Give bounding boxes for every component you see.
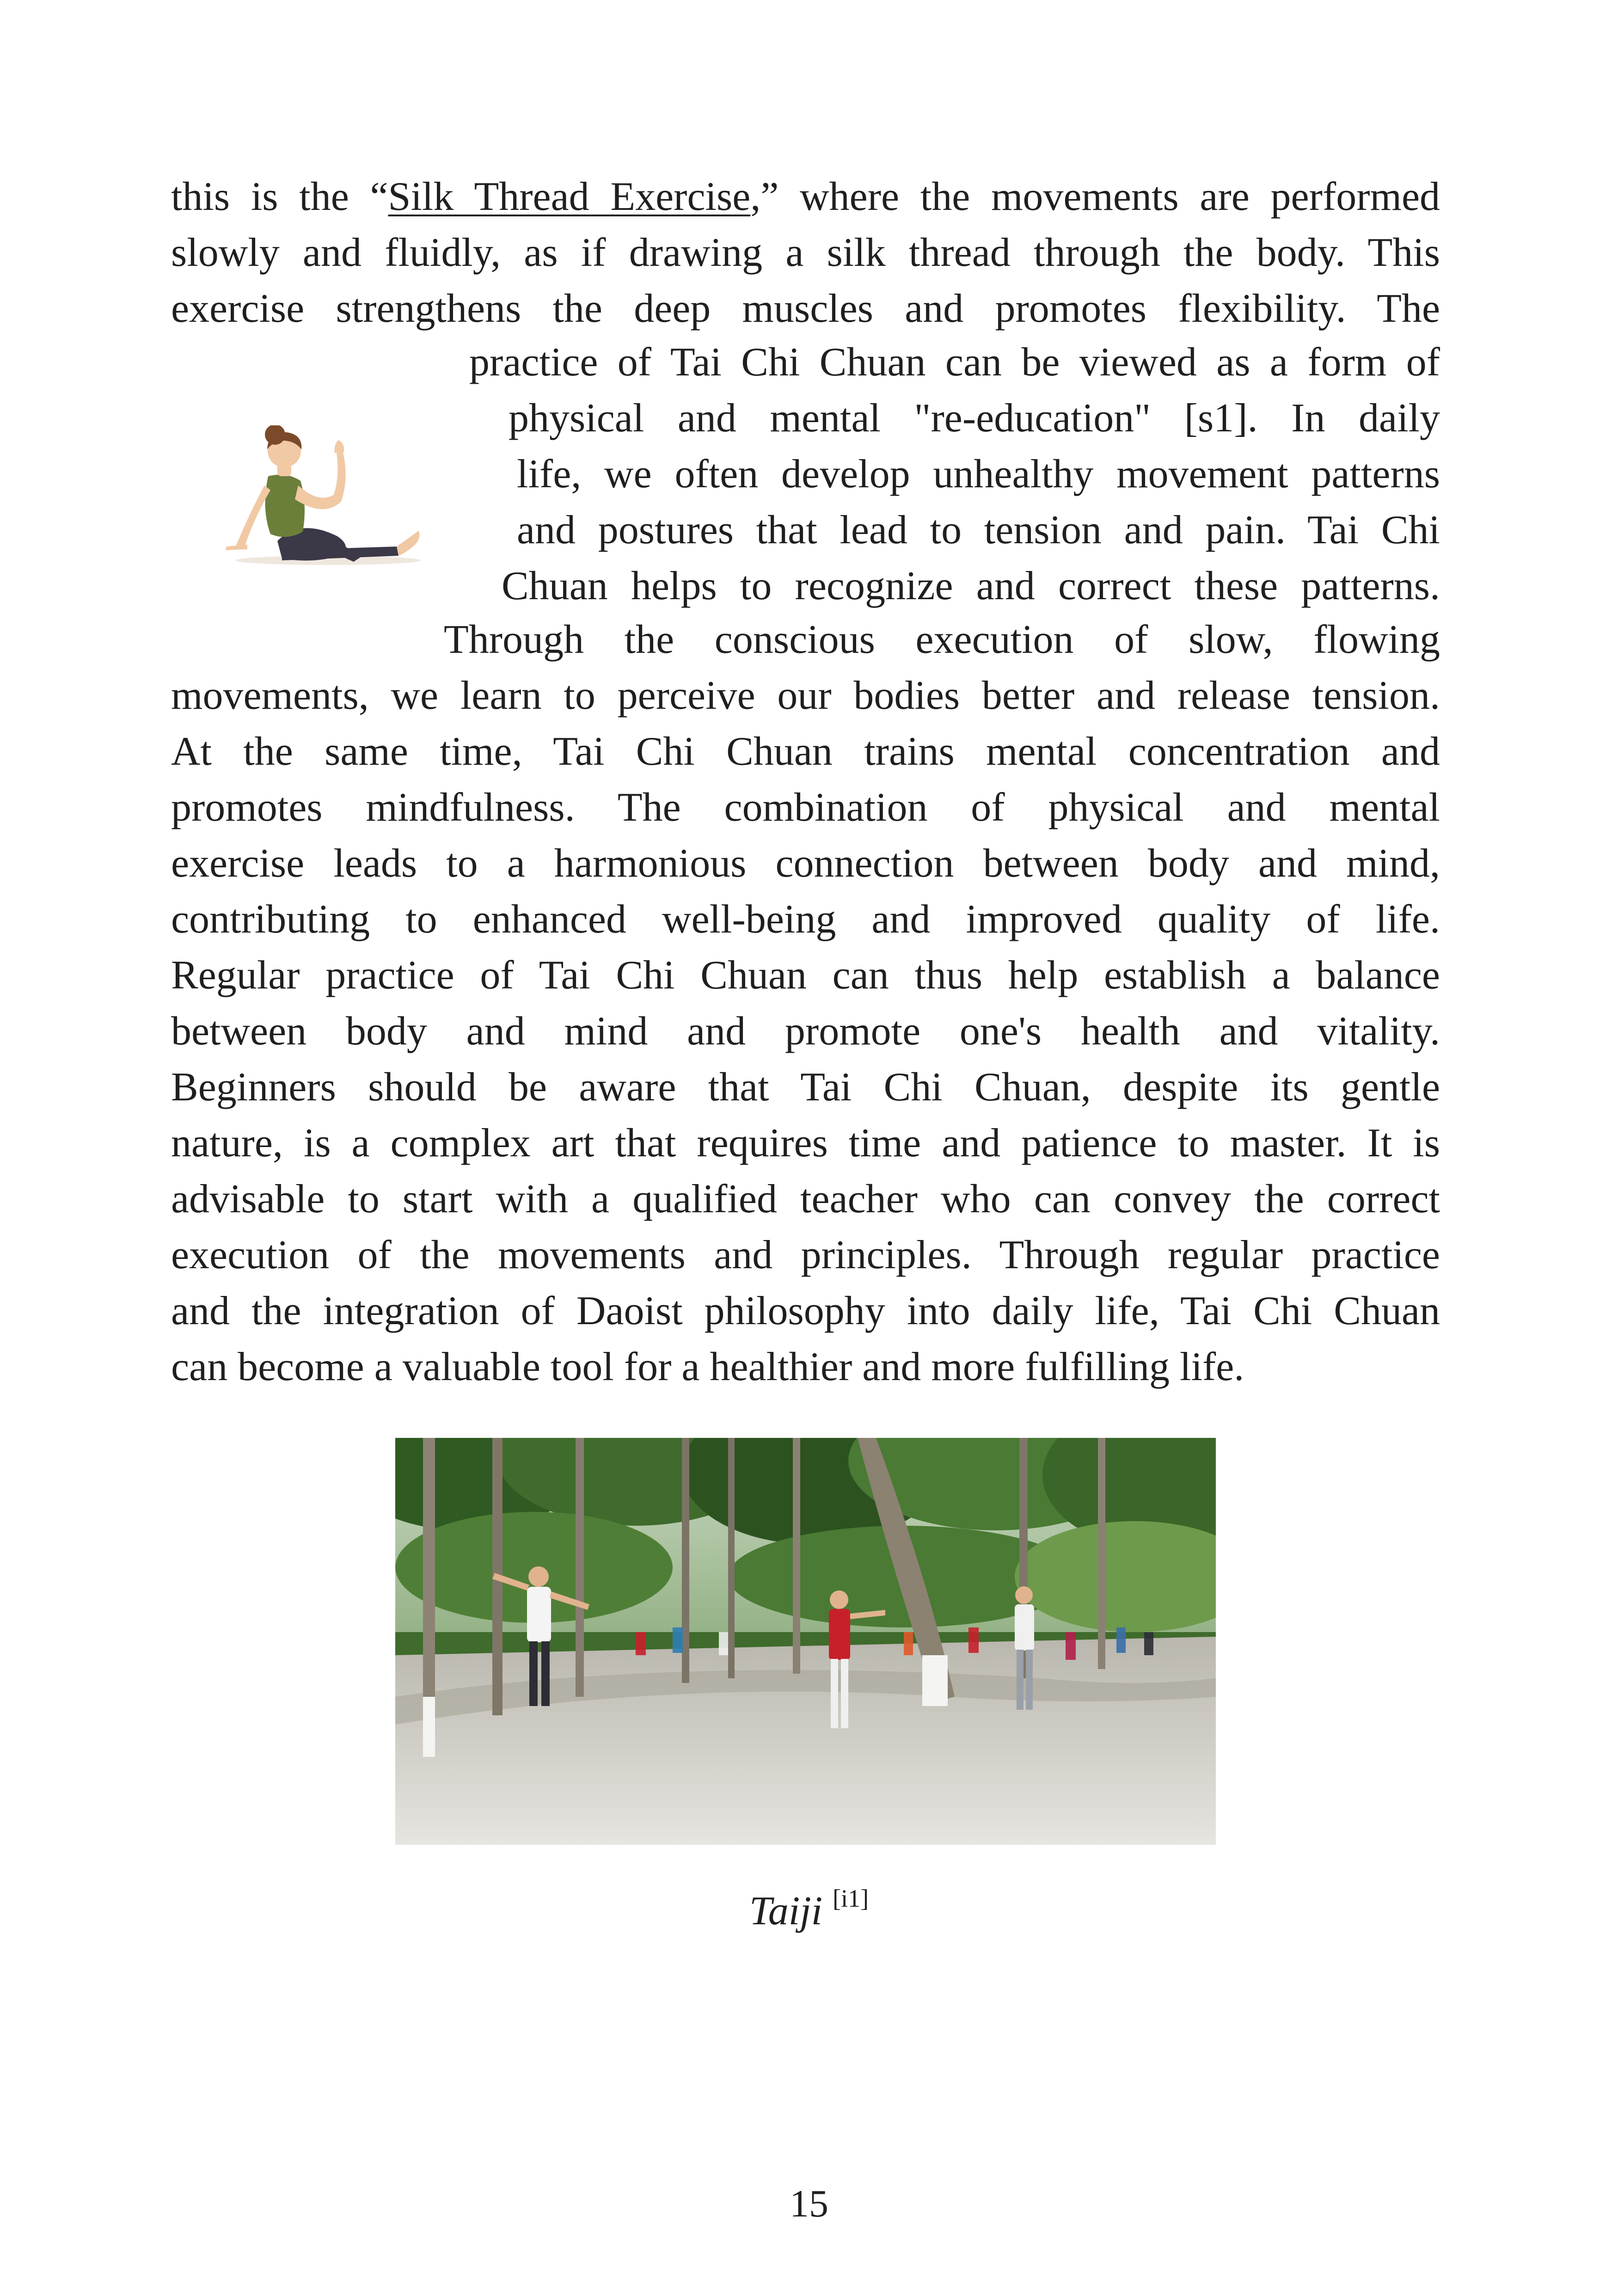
body-line-2: slowly and fluidly, as if drawing a silk thread through the body. This bbox=[171, 230, 1440, 275]
body-line-3: exercise strengthens the deep muscles and promotes flexibility. The bbox=[171, 286, 1440, 331]
body-line-9: Through the conscious execution of slow, flowing bbox=[444, 617, 1440, 662]
body-line-10: movements, we learn to perceive our bodies better and release tension. bbox=[171, 673, 1440, 718]
body-line-13: exercise leads to a harmonious connection between body and mind, bbox=[171, 841, 1440, 886]
caption-reference: [i1] bbox=[833, 1885, 869, 1912]
body-line-22: can become a valuable tool for a healthier and more fulfilling life. bbox=[171, 1344, 1244, 1389]
yoga-woman-illustration bbox=[213, 425, 435, 578]
body-line-5: physical and mental "re-education" [s1]. In daily bbox=[509, 396, 1440, 441]
body-line-15: Regular practice of Tai Chi Chuan can thus help establish a balance bbox=[171, 953, 1440, 998]
body-line-6: life, we often develop unhealthy movement patterns bbox=[517, 452, 1440, 497]
caption-title: Taiji bbox=[749, 1889, 823, 1934]
body-line-19: advisable to start with a qualified teacher who can convey the correct bbox=[171, 1177, 1440, 1222]
page-number: 15 bbox=[790, 2182, 828, 2225]
body-line-11: At the same time, Tai Chi Chuan trains mental concentration and bbox=[171, 729, 1440, 774]
body-line-17: Beginners should be aware that Tai Chi Chuan, despite its gentle bbox=[171, 1065, 1440, 1110]
body-line-14: contributing to enhanced well-being and improved quality of life. bbox=[171, 897, 1440, 942]
body-line-7: and postures that lead to tension and pain. Tai Chi bbox=[517, 508, 1440, 553]
body-line-12: promotes mindfulness. The combination of physical and mental bbox=[171, 785, 1440, 830]
body-line-1: this is the “Silk Thread Exercise,” where the movements are performed bbox=[171, 174, 1440, 219]
taiji-park-photo bbox=[395, 1438, 1216, 1845]
body-line-20: execution of the movements and principles. Through regular practice bbox=[171, 1233, 1440, 1277]
body-line-21: and the integration of Daoist philosophy into daily life, Tai Chi Chuan bbox=[171, 1289, 1440, 1333]
body-line-18: nature, is a complex art that requires time and patience to master. It is bbox=[171, 1121, 1440, 1166]
body-line-16: between body and mind and promote one's health and vitality. bbox=[171, 1009, 1440, 1054]
silk-thread-exercise-link[interactable]: Silk Thread Exercise bbox=[388, 174, 751, 219]
body-line-4: practice of Tai Chi Chuan can be viewed as a form of bbox=[469, 340, 1440, 385]
figure-caption bbox=[0, 1884, 1618, 1934]
body-line-8: Chuan helps to recognize and correct these patterns. bbox=[502, 564, 1440, 608]
